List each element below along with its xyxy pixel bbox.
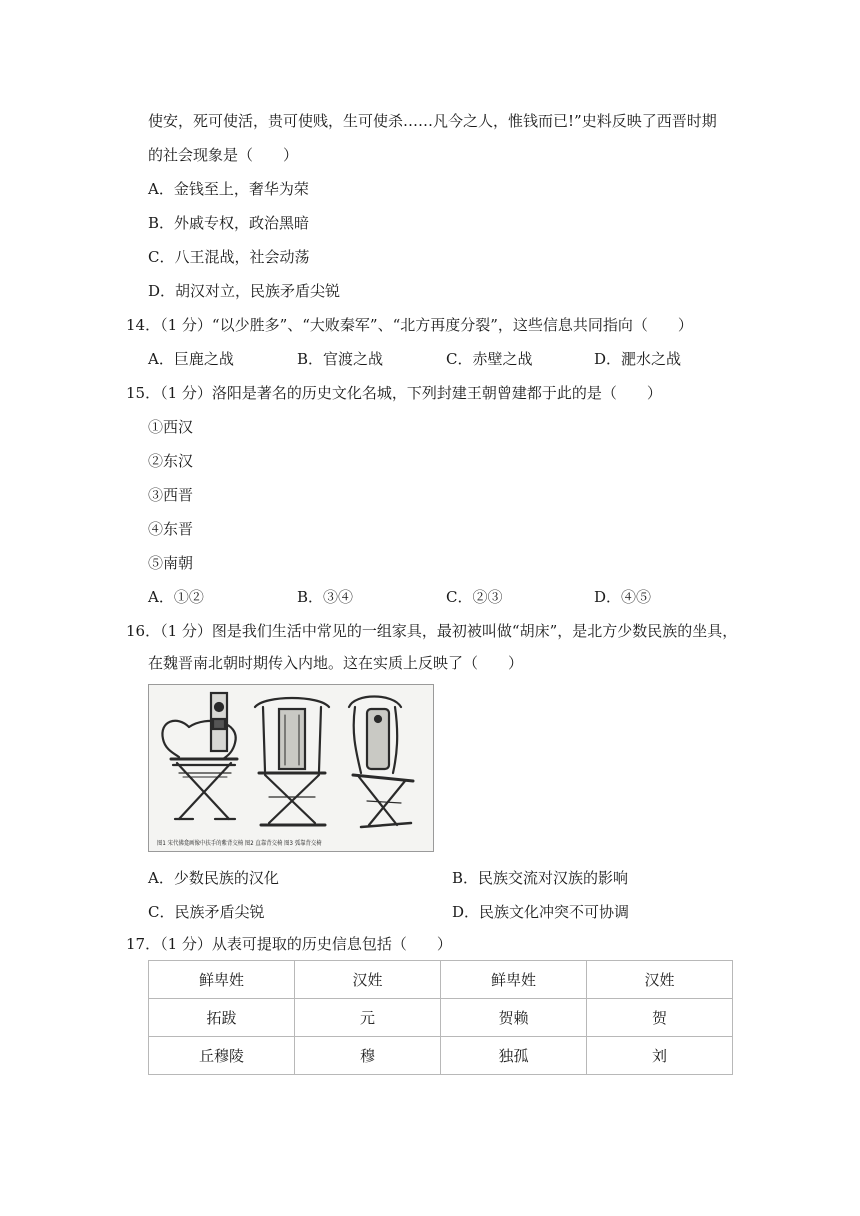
q14-option-d[interactable]: D．淝水之战 bbox=[594, 350, 682, 368]
q13-option-a[interactable]: A．金钱至上，奢华为荣 bbox=[148, 180, 309, 198]
chairs-figure bbox=[148, 684, 434, 852]
q15-option-a[interactable]: A．①② bbox=[148, 588, 204, 606]
q15-option-d[interactable]: D．④⑤ bbox=[594, 588, 652, 606]
table-cell: 拓跋 bbox=[149, 999, 295, 1037]
q16-stem-line1: 16．（1 分）图是我们生活中常见的一组家具，最初被叫做“胡床”，是北方少数民族的坐具， bbox=[126, 622, 738, 640]
chair-2-icon bbox=[255, 698, 329, 825]
q15-item-3: ③西晋 bbox=[148, 486, 194, 504]
table-cell: 汉姓 bbox=[587, 961, 733, 999]
table-cell: 丘穆陵 bbox=[149, 1037, 295, 1075]
surname-table bbox=[148, 960, 733, 1075]
q16-option-d[interactable]: D．民族文化冲突不可协调 bbox=[452, 903, 630, 921]
table-cell: 鲜卑姓 bbox=[149, 961, 295, 999]
folding-chairs-illustration bbox=[149, 685, 433, 835]
q15-option-b[interactable]: B．③④ bbox=[297, 588, 354, 606]
table-cell: 鲜卑姓 bbox=[441, 961, 587, 999]
q13-stem-line2: 的社会现象是（ ） bbox=[148, 146, 299, 164]
q15-item-2: ②东汉 bbox=[148, 452, 194, 470]
q14-option-a[interactable]: A．巨鹿之战 bbox=[148, 350, 234, 368]
q15-item-4: ④东晋 bbox=[148, 520, 194, 538]
q15-stem: 15．（1 分）洛阳是著名的历史文化名城，下列封建王朝曾建都于此的是（ ） bbox=[126, 384, 662, 402]
q15-item-1: ①西汉 bbox=[148, 418, 194, 436]
q16-option-b[interactable]: B．民族交流对汉族的影响 bbox=[452, 869, 629, 887]
q15-option-c[interactable]: C．②③ bbox=[446, 588, 503, 606]
table-cell: 独孤 bbox=[441, 1037, 587, 1075]
chair-3-icon bbox=[349, 697, 413, 828]
table-row bbox=[149, 999, 733, 1037]
q15-item-5: ⑤南朝 bbox=[148, 554, 194, 572]
q16-stem-line2: 在魏晋南北朝时期传入内地。这在实质上反映了（ ） bbox=[148, 654, 524, 672]
table-cell: 元 bbox=[295, 999, 441, 1037]
q14-stem: 14．（1 分）“以少胜多”、“大败秦军”、“北方再度分裂”，这些信息共同指向（ ） bbox=[126, 316, 693, 334]
table-cell: 汉姓 bbox=[295, 961, 441, 999]
table-cell: 穆 bbox=[295, 1037, 441, 1075]
chair-1-icon bbox=[162, 693, 237, 819]
q17-stem: 17．（1 分）从表可提取的历史信息包括（ ） bbox=[126, 935, 452, 953]
q14-option-c[interactable]: C．赤壁之战 bbox=[446, 350, 533, 368]
q16-option-a[interactable]: A．少数民族的汉化 bbox=[148, 869, 279, 887]
q16-option-c[interactable]: C．民族矛盾尖锐 bbox=[148, 903, 265, 921]
table-header-row bbox=[149, 961, 733, 999]
table-cell: 贺赖 bbox=[441, 999, 587, 1037]
q13-option-b[interactable]: B．外戚专权，政治黑暗 bbox=[148, 214, 310, 232]
q13-stem-line1: 使安，死可使活，贵可使贱，生可使杀……凡今之人，惟钱而已!”史料反映了西晋时期 bbox=[148, 112, 717, 130]
figure-caption: 图1 宋代佛龛画像中扶手的紫背交椅 图2 直靠背交椅 图3 弧靠背交椅 bbox=[157, 840, 322, 847]
q13-option-c[interactable]: C．八王混战，社会动荡 bbox=[148, 248, 310, 266]
q14-option-b[interactable]: B．官渡之战 bbox=[297, 350, 384, 368]
table-cell: 刘 bbox=[587, 1037, 733, 1075]
q13-option-d[interactable]: D．胡汉对立，民族矛盾尖锐 bbox=[148, 282, 341, 300]
table-row bbox=[149, 1037, 733, 1075]
table-cell: 贺 bbox=[587, 999, 733, 1037]
